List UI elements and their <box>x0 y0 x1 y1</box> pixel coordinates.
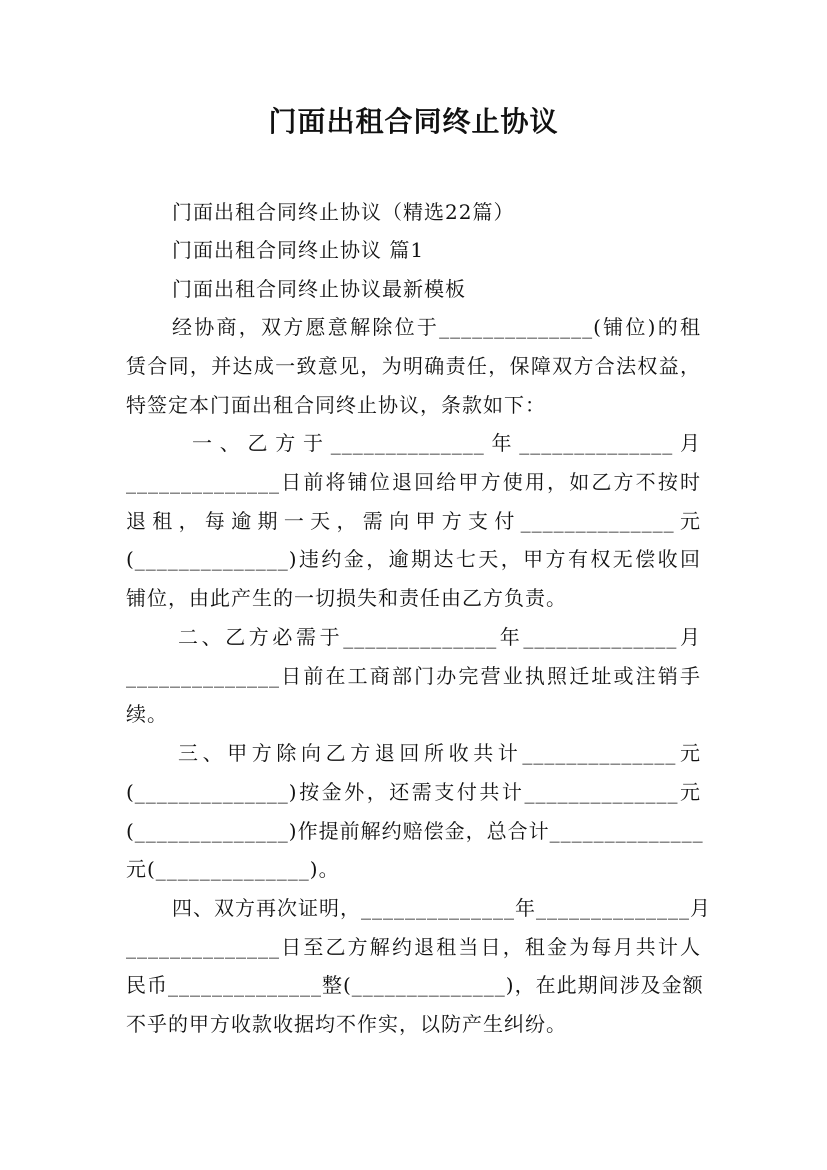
template-heading: 门面出租合同终止协议最新模板 <box>172 277 466 301</box>
clause-4-line: 四、双方再次证明，______________年______________月 <box>172 896 711 920</box>
clause-1-line: 铺位，由此产生的一切损失和责任由乙方负责。 <box>126 586 567 610</box>
document-subtitle: 门面出租合同终止协议（精选22篇） <box>172 200 515 224</box>
paragraph-line: 经协商，双方愿意解除位于______________(铺位)的租 <box>172 315 701 339</box>
clause-1-line: 一、乙方于______________年______________月 <box>192 431 701 455</box>
paragraph-line: 赁合同，并达成一致意见，为明确责任，保障双方合法权益， <box>126 354 701 378</box>
clause-3-line: 三、甲方除向乙方退回所收共计______________元 <box>178 741 701 765</box>
clause-1-line: (______________)违约金，逾期达七天，甲方有权无偿收回 <box>126 547 701 571</box>
chapter-heading: 门面出租合同终止协议 篇1 <box>172 238 425 262</box>
clause-3-line: (______________)按金外，还需支付共计______________元 <box>126 780 701 804</box>
paragraph-line: 特签定本门面出租合同终止协议，条款如下： <box>126 393 546 417</box>
document-title: 门面出租合同终止协议 <box>268 105 559 138</box>
clause-2-line: 续。 <box>126 702 168 726</box>
clause-3-line: (______________)作提前解约赔偿金，总合计______________ <box>126 819 704 843</box>
clause-4-line: ______________日至乙方解约退租当日，租金为每月共计人 <box>126 935 701 959</box>
clause-1-line: 退租，每逾期一天，需向甲方支付______________元 <box>126 509 701 533</box>
clause-1-line: ______________日前将铺位退回给甲方使用，如乙方不按时 <box>126 470 701 494</box>
clause-2-line: 二、乙方必需于______________年______________月 <box>178 625 701 649</box>
clause-3-line: 元(______________)。 <box>126 857 340 881</box>
clause-4-line: 民币______________整(______________)，在此期间涉及金额 <box>126 973 704 997</box>
clause-4-line: 不乎的甲方收款收据均不作实，以防产生纠纷。 <box>126 1012 567 1036</box>
clause-2-line: ______________日前在工商部门办完营业执照迁址或注销手 <box>126 664 701 688</box>
